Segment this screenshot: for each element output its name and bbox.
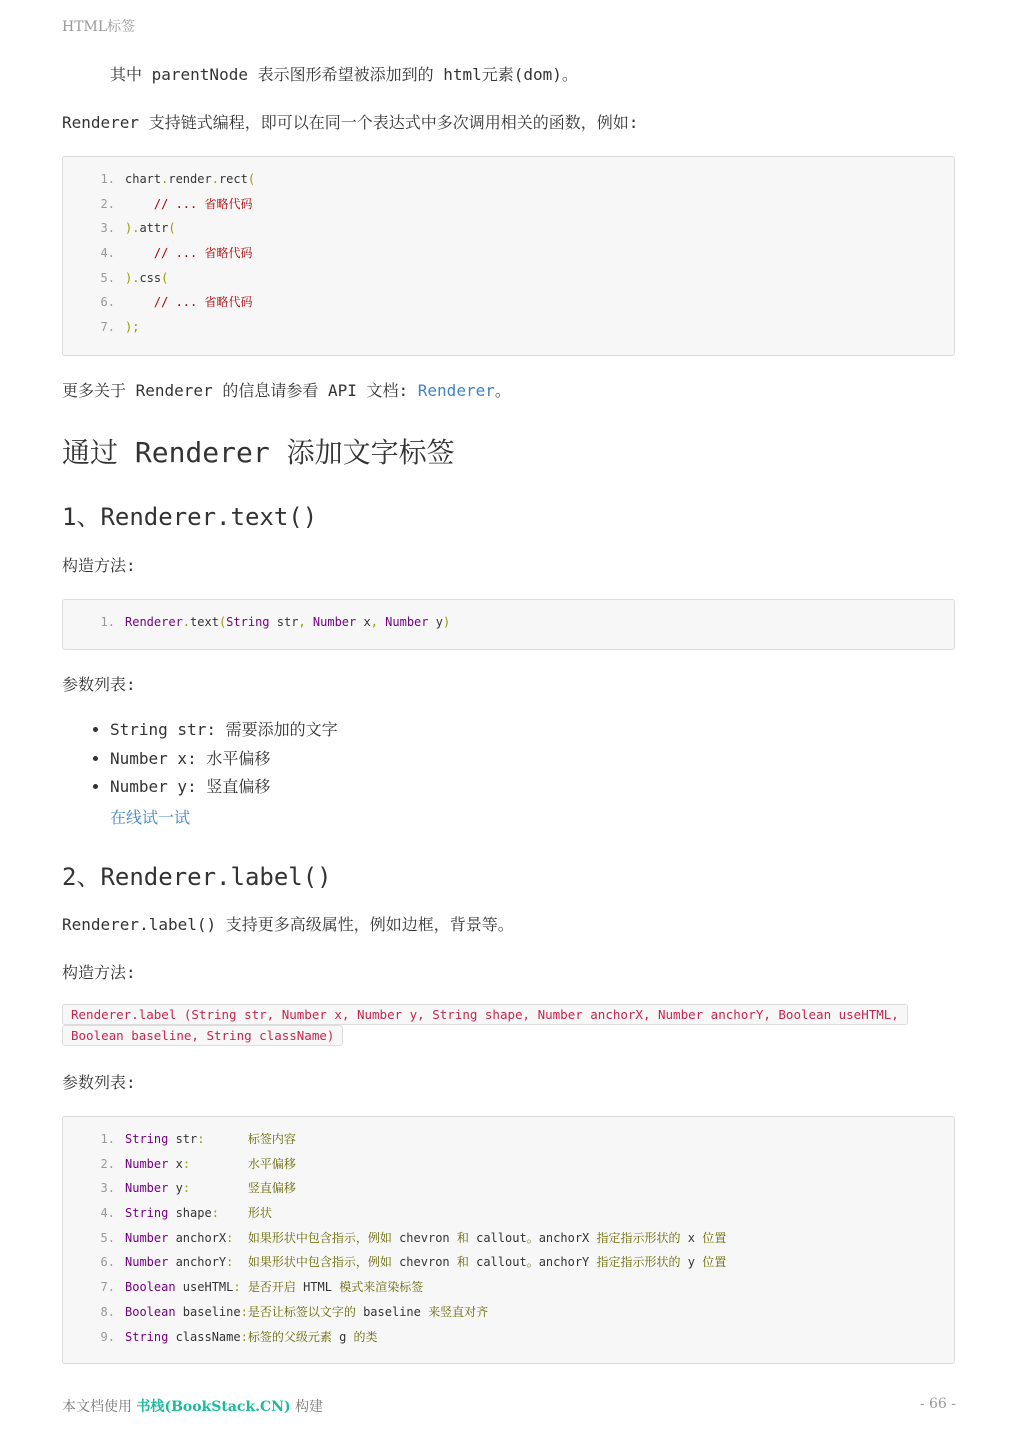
code-line (63, 292, 954, 317)
code-block-label-params (62, 1116, 955, 1364)
label-method-heading: 2、Renderer.label() (62, 863, 332, 891)
code-text: Number x: 水平偏移 (125, 1156, 296, 1171)
code-line (63, 317, 954, 342)
text-ctor-label: 构造方法: (62, 556, 136, 575)
code-line (63, 243, 954, 268)
footer-prefix: 本文档使用 (62, 1399, 132, 1415)
code-text: String shape: 形状 (125, 1206, 272, 1221)
try-online-link[interactable]: 在线试一试 (110, 808, 191, 827)
line-number: 3. (100, 221, 115, 236)
line-number: 7. (100, 1280, 115, 1295)
code-text: Renderer.text(String str, Number x, Number y) (125, 615, 451, 629)
line-number: 6. (100, 295, 115, 310)
line-number: 4. (100, 1206, 115, 1221)
line-number: 3. (100, 1181, 115, 1196)
section-title: 通过 Renderer 添加文字标签 (62, 436, 455, 469)
code-text: // ... 省略代码 (125, 246, 253, 261)
list-item: • Number y: 竖直偏移 (110, 773, 338, 802)
code-line (63, 1327, 954, 1352)
line-number: 2. (100, 196, 115, 211)
list-item: • String str: 需要添加的文字 (110, 716, 338, 745)
chain-paragraph: Renderer 支持链式编程，即可以在同一个表达式中多次调用相关的函数，例如: (62, 113, 639, 132)
label-desc-paragraph: Renderer.label() 支持更多高级属性，例如边框，背景等。 (62, 915, 514, 934)
line-number: 5. (100, 270, 115, 285)
page-header: HTML标签 (62, 19, 136, 35)
code-line (63, 1277, 954, 1302)
code-block-chain (62, 156, 955, 356)
code-text: Boolean baseline:是否让标签以文字的 baseline 来竖直对齐 (125, 1304, 489, 1319)
code-line (63, 1203, 954, 1228)
line-number: 1. (100, 1132, 115, 1146)
footer-suffix: 构建 (295, 1399, 324, 1415)
code-line (63, 1228, 954, 1253)
more-info-prefix: 更多关于 Renderer 的信息请参看 API 文档: (62, 381, 409, 400)
line-number: 1. (100, 172, 115, 186)
code-text: // ... 省略代码 (125, 295, 253, 310)
text-params-label: 参数列表: (62, 675, 136, 694)
line-number: 1. (100, 615, 115, 629)
code-line (63, 1302, 954, 1327)
code-text: Number anchorY: 如果形状中包含指示，例如 chevron 和 callout。anchorY 指定指示形状的 y 位置 (125, 1255, 727, 1270)
line-number: 9. (100, 1329, 115, 1344)
code-text: ).css( (125, 270, 169, 285)
code-text: String className:标签的父级元素 g 的类 (125, 1329, 378, 1344)
code-text: String str: 标签内容 (125, 1132, 296, 1146)
code-line (63, 1252, 954, 1277)
code-text: ).attr( (125, 221, 176, 236)
line-number: 7. (100, 320, 115, 335)
more-info-suffix: 。 (494, 381, 511, 400)
code-text: chart.render.rect( (125, 172, 256, 186)
line-number: 4. (100, 246, 115, 261)
line-number: 2. (100, 1156, 115, 1171)
code-line (63, 1178, 954, 1203)
code-line (63, 612, 954, 637)
code-text: ); (125, 320, 140, 335)
code-line (63, 268, 954, 293)
code-text: Number anchorX: 如果形状中包含指示，例如 chevron 和 callout。anchorX 指定指示形状的 x 位置 (125, 1230, 727, 1245)
label-params-label: 参数列表: (62, 1073, 136, 1092)
code-text: Boolean useHTML: 是否开启 HTML 模式来渲染标签 (125, 1280, 424, 1295)
line-number: 6. (100, 1255, 115, 1270)
line-number: 5. (100, 1230, 115, 1245)
footer-credit (62, 1396, 323, 1416)
code-line (63, 194, 954, 219)
code-line (63, 1154, 954, 1179)
text-method-heading: 1、Renderer.text() (62, 503, 318, 531)
code-line (63, 169, 954, 194)
page-number: - 66 - (919, 1396, 956, 1412)
code-text: Number y: 竖直偏移 (125, 1181, 296, 1196)
code-line (63, 1129, 954, 1154)
code-block-text-ctor (62, 599, 955, 650)
renderer-api-link[interactable]: Renderer (417, 381, 495, 400)
code-line (63, 218, 954, 243)
text-params-list (62, 716, 338, 802)
more-info-paragraph (62, 378, 511, 401)
parent-node-paragraph: 其中 parentNode 表示图形希望被添加到的 html元素(dom)。 (110, 65, 578, 84)
code-text: // ... 省略代码 (125, 196, 253, 211)
label-signature-code (62, 1004, 949, 1046)
list-item: • Number x: 水平偏移 (110, 745, 338, 774)
label-signature-text: Renderer.label (String str, Number x, Number y, String shape, Number anchorX, Number anchorY, Boolean useHTML, Boolean baseline, String className) (62, 1004, 908, 1046)
line-number: 8. (100, 1304, 115, 1319)
bookstack-link[interactable]: 书栈(BookStack.CN) (136, 1399, 291, 1415)
label-ctor-label: 构造方法: (62, 963, 136, 982)
